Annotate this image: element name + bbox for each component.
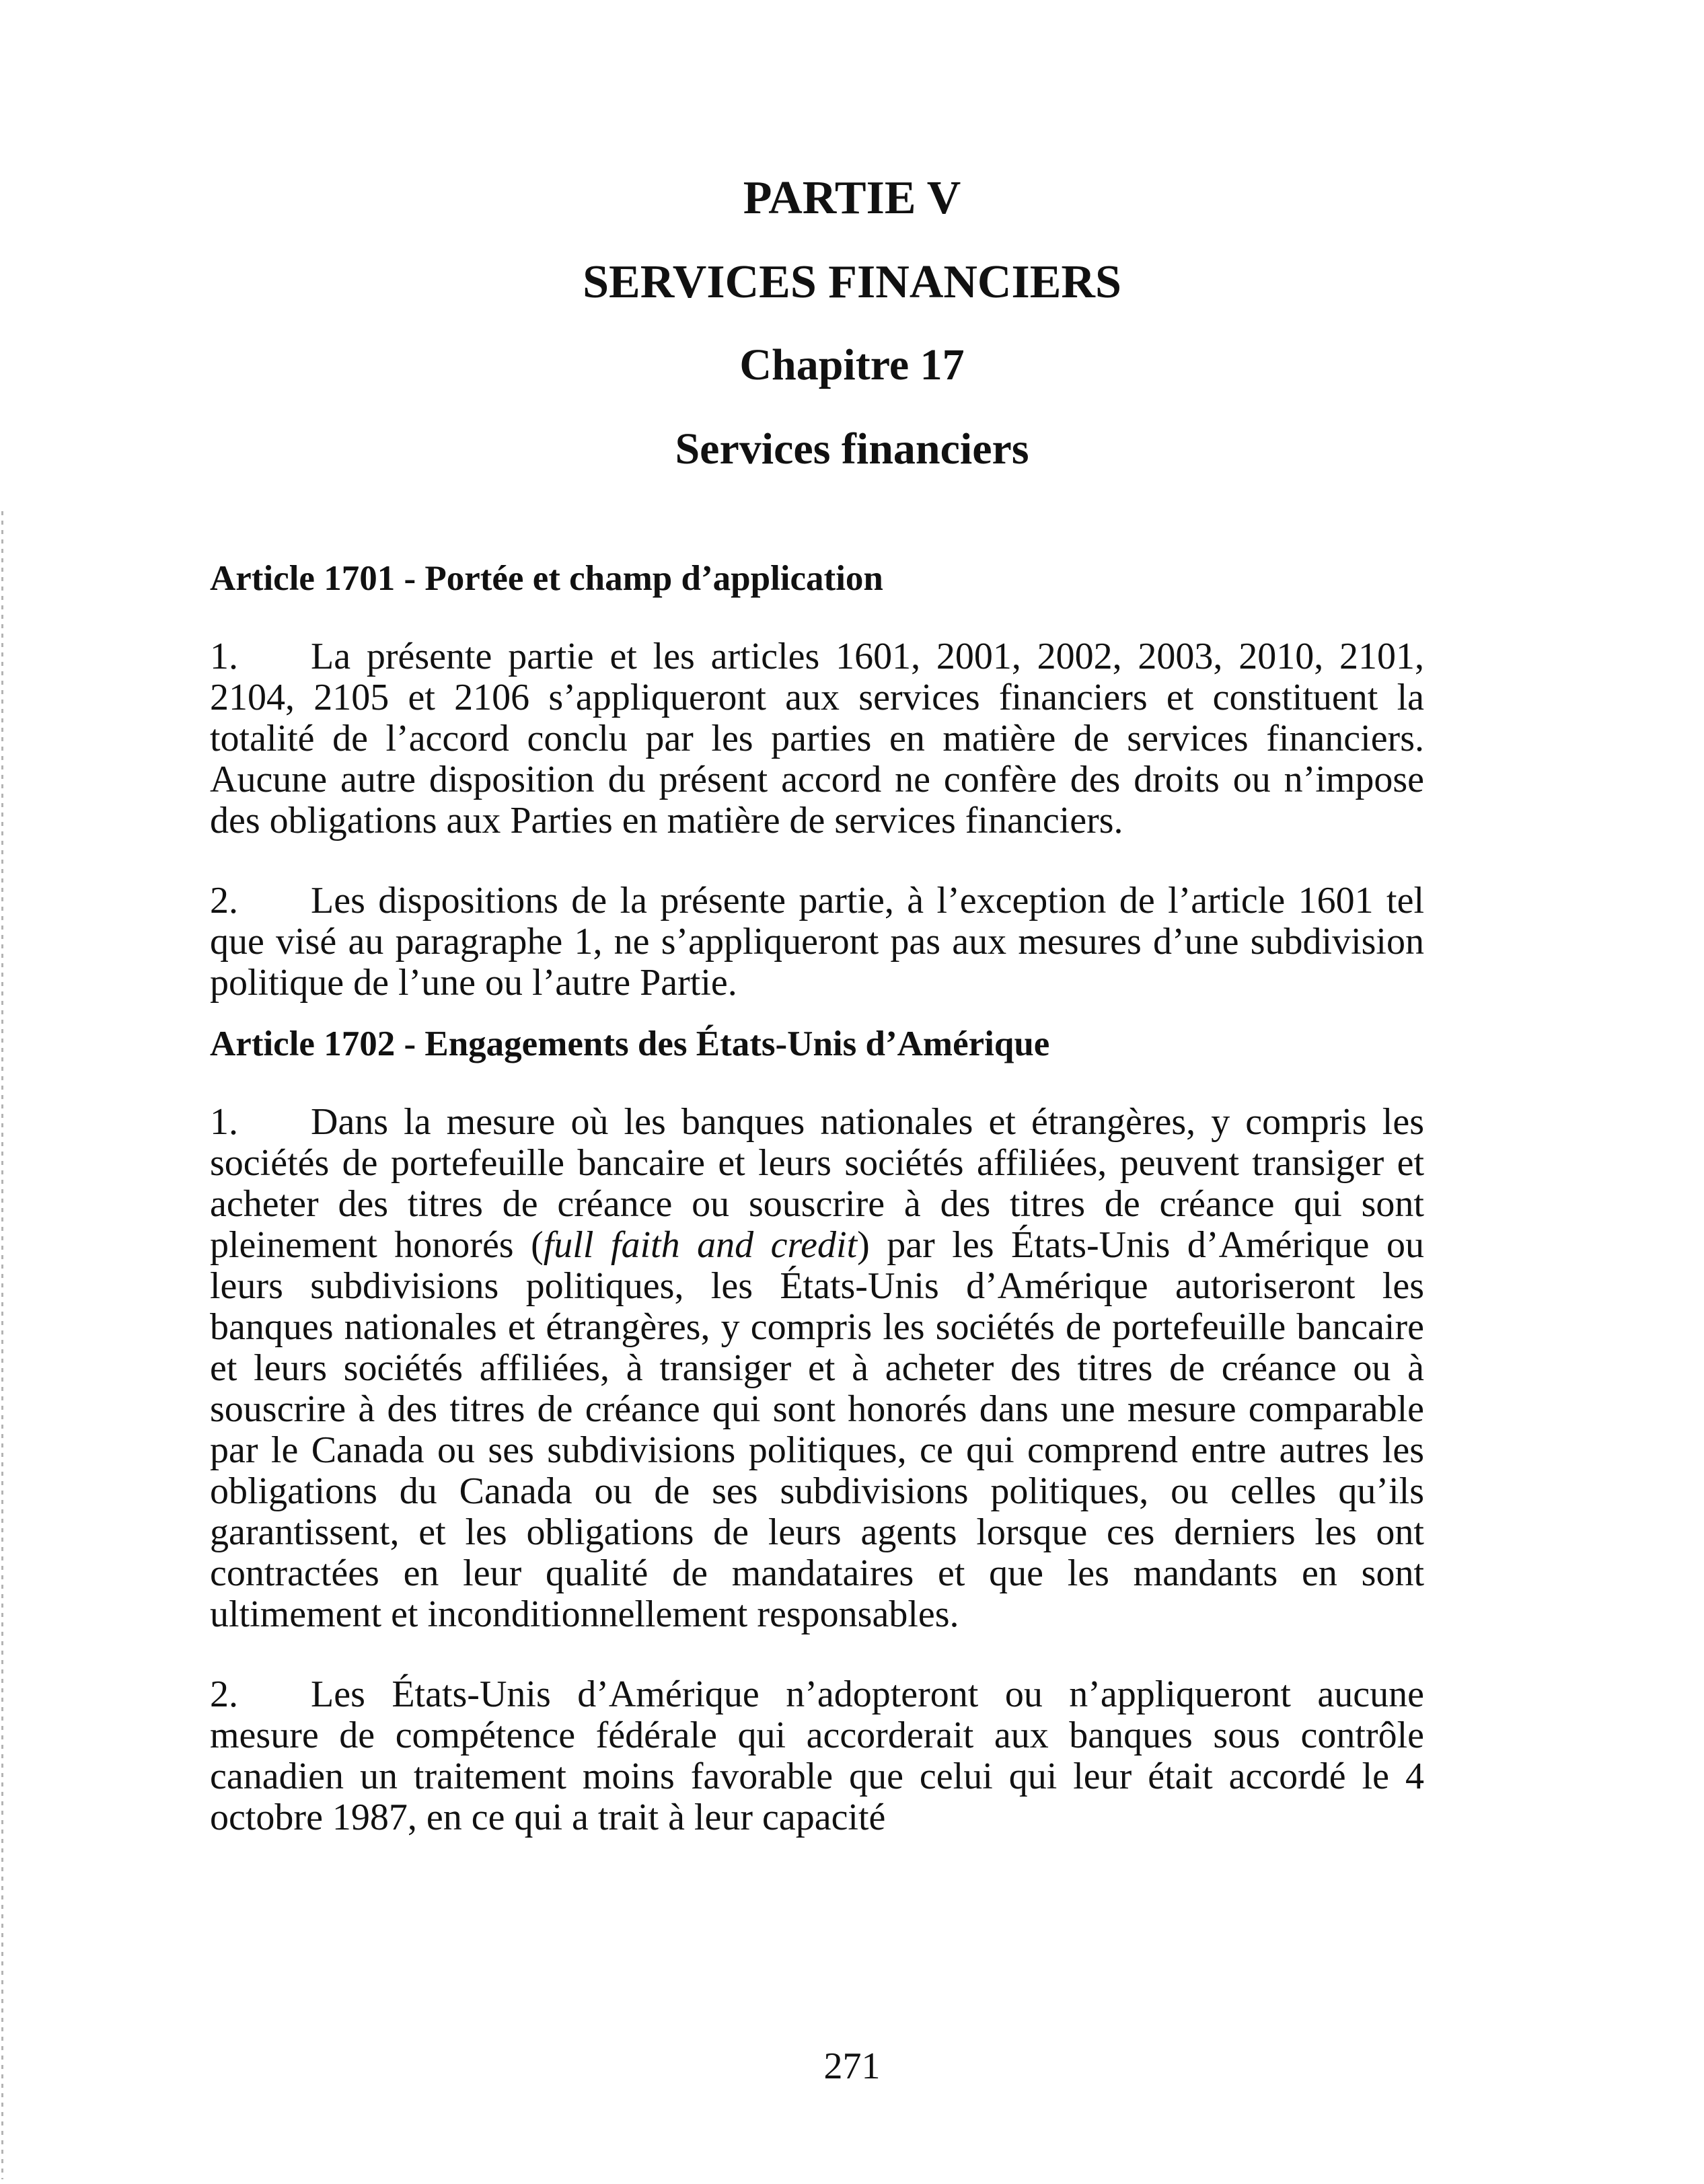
article-1701-heading: Article 1701 - Portée et champ d’application (210, 559, 883, 598)
paragraph-text: Dans la mesure où les banques nationales et étrangères, y compris les sociétés de portefeuille bancaire et leurs sociétés affiliées, peuvent transiger et acheter des titres de créance ou souscrire à des titres de créance qui sont pleinement honorés ( (210, 1101, 1424, 1266)
chapter-heading: Chapitre 17 (739, 340, 965, 389)
paragraph-number: 2. (210, 1673, 238, 1715)
paragraph-text: Les États-Unis d’Amérique n’adopteront ou n’appliqueront aucune mesure de compétence fédérale qui accorderait aux banques sous contrôle canadien un traitement moins favorable que celui qui leur était accordé le 4 octobre 1987, en ce qui a trait à leur capacité (210, 1673, 1424, 1838)
article-1701-paragraph-1 (210, 636, 1424, 841)
scan-edge-mark (1, 511, 3, 2179)
paragraph-text: Les dispositions de la présente partie, à l’exception de l’article 1601 tel que visé au paragraphe 1, ne s’appliqueront pas aux mesures d’une subdivision politique de l’une ou l’autre Partie. (210, 880, 1424, 1004)
paragraph-number: 2. (210, 880, 238, 921)
document-body (210, 558, 1424, 1838)
part-title: SERVICES FINANCIERS (583, 256, 1121, 308)
paragraph-number: 1. (210, 1101, 238, 1143)
paragraph-text: La présente partie et les articles 1601, 2001, 2002, 2003, 2010, 2101, 2104, 2105 et 2106 s’appliqueront aux services financiers et constituent la totalité de l’accord conclu par les parties en matière de services financiers. Aucune autre disposition du présent accord ne confère des droits ou n’impose des obligations aux Parties en matière de services financiers. (210, 636, 1424, 841)
article-1701-paragraph-2 (210, 880, 1424, 1004)
paragraph-number: 1. (210, 636, 238, 677)
page-number: 271 (823, 2045, 881, 2087)
paragraph-text-continued: ) par les États-Unis d’Amérique ou leurs subdivisions politiques, les États-Unis d’Amérique autoriseront les banques nationales et étrangères, y compris les sociétés de portefeuille bancaire et leurs sociétés affiliées, à transiger et à acheter des titres de créance ou à souscrire à des titres de créance qui sont honorés dans une mesure comparable par le Canada ou ses subdivisions politiques, ce qui comprend entre autres les obligations du Canada ou de ses subdivisions politiques, ou celles qu’ils garantissent, et les obligations de leurs agents lorsque ces derniers les ont contractées en leur qualité de mandataires et que les mandants en sont ultimement et inconditionnellement responsables. (210, 1224, 1424, 1635)
article-1702-heading: Article 1702 - Engagements des États-Unis d’Amérique (210, 1024, 1050, 1063)
article-1702-paragraph-1 (210, 1102, 1424, 1635)
chapter-title: Services financiers (675, 424, 1029, 474)
part-heading: PARTIE V (743, 172, 961, 224)
article-1702-paragraph-2 (210, 1674, 1424, 1838)
italic-term: full faith and credit (543, 1224, 858, 1266)
